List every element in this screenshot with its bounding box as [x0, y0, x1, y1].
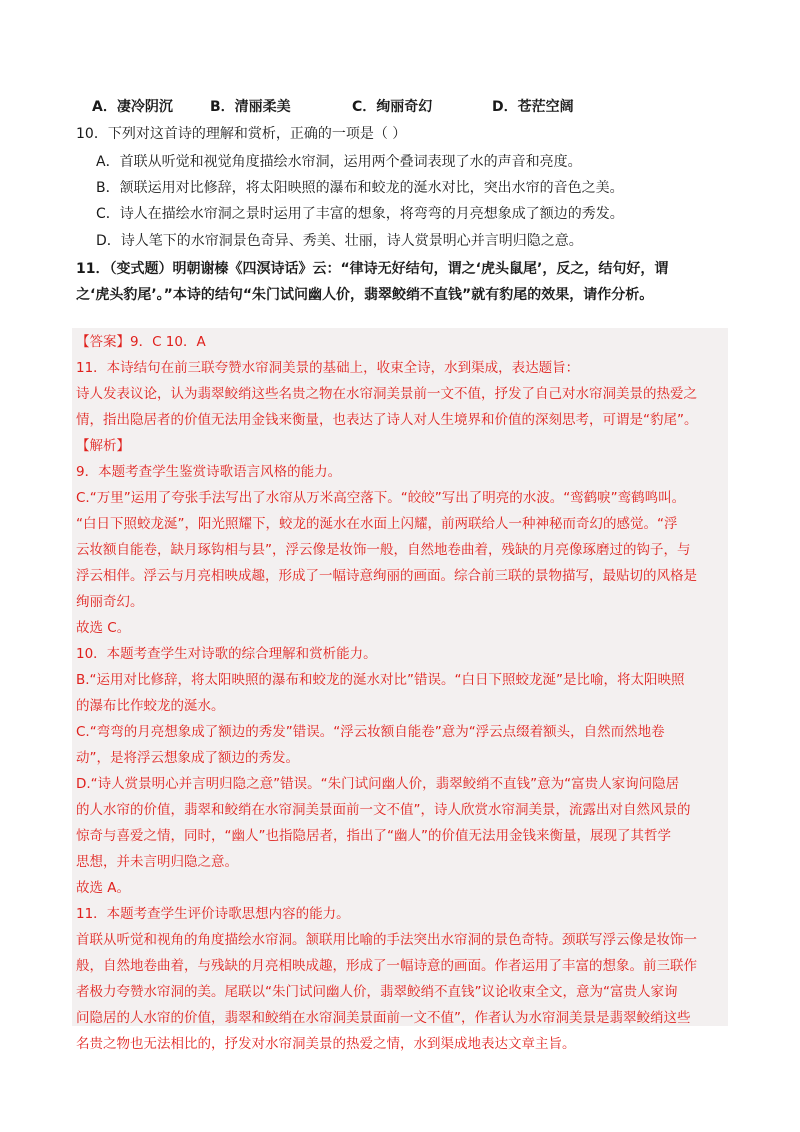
- q9-option-a: A．凄冷阴沉: [92, 99, 173, 115]
- answer-line: 者极力夸赞水帘洞的美。尾联以“朱门试问幽人价，翡翠鲛绡不直钱”议论收束全文，意为“富贵人家询: [76, 984, 678, 1000]
- q9-option-d: D．苍茫空阔: [492, 99, 574, 115]
- answer-line: 般，自然地卷曲着，与残缺的月亮相映成趣，形成了一幅诗意的画面。作者运用了丰富的想象。前三联作: [76, 958, 697, 974]
- answer-line: 11．本诗结句在前三联夸赞水帘洞美景的基础上，收束全诗，水到渠成，表达题旨：: [76, 360, 580, 376]
- answer-line: D.“诗人赏景明心并言明归隐之意”错误。“朱门试问幽人价，翡翠鲛绡不直钱”意为“富贵人家询问隐居: [76, 776, 680, 792]
- answer-line: 故选 A。: [76, 880, 131, 896]
- q10-stem: 10．下列对这首诗的理解和赏析，正确的一项是（ ）: [76, 126, 407, 142]
- analysis-heading: 【解析】: [76, 438, 130, 454]
- answer-line: 动”，是将浮云想象成了额边的秀发。: [76, 750, 299, 766]
- answer-line: 【答案】9．C 10．A: [76, 334, 206, 350]
- q9-option-b: B．清丽柔美: [210, 99, 291, 115]
- answer-line: 绚丽奇幻。: [76, 594, 144, 610]
- answer-line: 9．本题考查学生鉴赏诗歌语言风格的能力。: [76, 464, 342, 480]
- answer-line: B.“运用对比修辞，将太阳映照的瀑布和蛟龙的涎水对比”错误。“白日下照蛟龙涎”是比喻，将太阳映照: [76, 672, 685, 688]
- answer-line: 云妆额自能卷，缺月琢钩相与县”，浮云像是妆饰一般，自然地卷曲着，残缺的月亮像琢磨过的钩子，与: [76, 542, 691, 558]
- q10-option-b: B．颔联运用对比修辞，将太阳映照的瀑布和蛟龙的涎水对比，突出水帘的音色之美。: [96, 180, 624, 196]
- q10-option-c: C．诗人在描绘水帘洞之景时运用了丰富的想象，将弯弯的月亮想象成了额边的秀发。: [96, 206, 624, 222]
- answer-line: 的瀑布比作蛟龙的涎水。: [76, 698, 225, 714]
- answer-line: “白日下照蛟龙涎”，阳光照耀下，蛟龙的涎水在水面上闪耀，前两联给人一种神秘而奇幻的感觉。“浮: [76, 516, 678, 532]
- answer-line: 惊奇与喜爱之情，同时，“幽人”也指隐居者，指出了“幽人”的价值无法用金钱来衡量，展现了其哲学: [76, 828, 671, 844]
- answer-line: 故选 C。: [76, 620, 131, 636]
- answer-line: C.“万里”运用了夸张手法写出了水帘从万米高空落下。“皎皎”写出了明亮的水波。“鸾鹤唳”鸾鹤鸣叫。: [76, 490, 686, 506]
- q10-option-a: A．首联从听觉和视觉角度描绘水帘洞，运用两个叠词表现了水的声音和亮度。: [96, 154, 582, 170]
- answer-line: 名贵之物也无法相比的，抒发对水帘洞美景的热爱之情，水到渠成地表达文章主旨。: [76, 1036, 576, 1052]
- q11-line-2: 之‘虎头豹尾’。”本诗的结句“朱门试问幽人价，翡翠鲛绡不直钱”就有豹尾的效果，请作分析。: [76, 287, 654, 303]
- answer-line: 11．本题考查学生评价诗歌思想内容的能力。: [76, 906, 350, 922]
- answer-line: 浮云相伴。浮云与月亮相映成趣，形成了一幅诗意绚丽的画面。综合前三联的景物描写，最贴切的风格是: [76, 568, 697, 584]
- answer-line: 情，指出隐居者的价值无法用金钱来衡量，也表达了诗人对人生境界和价值的深刻思考，可谓是“豹尾”。: [76, 412, 698, 428]
- answer-line: 诗人发表议论，认为翡翠鲛绡这些名贵之物在水帘洞美景前一文不值，抒发了自己对水帘洞美景的热爱之: [76, 386, 697, 402]
- q10-option-d: D．诗人笔下的水帘洞景色奇异、秀美、壮丽，诗人赏景明心并言明归隐之意。: [96, 233, 583, 249]
- answer-line: 首联从听觉和视角的角度描绘水帘洞。颔联用比喻的手法突出水帘洞的景色奇特。颈联写浮云像是妆饰一: [76, 932, 697, 948]
- q11-line-1: 11．（变式题）明朝谢榛《四溟诗话》云：“律诗无好结句，谓之‘虎头鼠尾’，反之，结句好，谓: [76, 261, 669, 277]
- answer-line: 思想，并未言明归隐之意。: [76, 854, 238, 870]
- answer-line: C.“弯弯的月亮想象成了额边的秀发”错误。“浮云妆额自能卷”意为“浮云点缀着额头，自然而然地卷: [76, 724, 665, 740]
- answer-line: 问隐居的人水帘的价值，翡翠和鲛绡在水帘洞美景面前一文不值”，作者认为水帘洞美景是翡翠鲛绡这些: [76, 1010, 691, 1026]
- q9-option-c: C．绚丽奇幻: [352, 99, 433, 115]
- answer-line: 10．本题考查学生对诗歌的综合理解和赏析能力。: [76, 646, 377, 662]
- answer-line: 的人水帘的价值，翡翠和鲛绡在水帘洞美景面前一文不值”，诗人欣赏水帘洞美景，流露出对自然风景的: [76, 802, 691, 818]
